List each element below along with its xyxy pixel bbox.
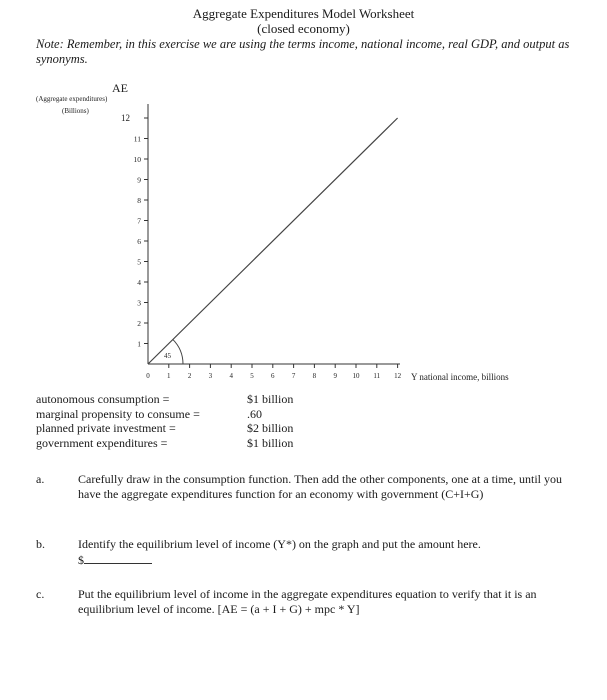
x-tick-label: 3	[208, 372, 213, 380]
y-tick-label: 9	[137, 175, 141, 185]
x-tick-label: 5	[250, 372, 254, 380]
answer-prefix: $	[78, 552, 84, 567]
parameter-label: government expenditures =	[36, 435, 168, 450]
question-text: Identify the equilibrium level of income (Y*) on the graph and put the amount here.	[78, 537, 481, 551]
y-tick-label: 5	[137, 257, 141, 267]
x-tick-label: 1	[167, 372, 171, 380]
y-tick-label: 2	[137, 319, 141, 328]
parameter-value: $1 billion	[247, 435, 294, 450]
y-axis-title: AE	[112, 81, 128, 95]
y-tick-label: 1	[137, 339, 141, 349]
question-letter: b.	[36, 537, 45, 551]
y-tick-label: 6	[137, 237, 141, 246]
x-axis-label: Y national income, billions	[411, 372, 509, 382]
parameter-value: .60	[247, 406, 262, 421]
y-tick-label: 11	[133, 134, 141, 144]
y-tick-label: 3	[137, 298, 141, 308]
y-tick-label: 4	[137, 278, 141, 287]
parameter-value: $1 billion	[247, 392, 294, 406]
y-tick-label: 12	[121, 113, 130, 123]
parameter-label: autonomous consumption =	[36, 392, 170, 406]
forty-five-degree-line	[148, 118, 398, 364]
y-tick-label: 7	[137, 216, 141, 226]
angle-label: 45	[164, 352, 171, 360]
x-tick-label: 0	[146, 372, 150, 380]
y-axis-subtitle: (Aggregate expenditures)	[36, 95, 108, 103]
x-tick-label: 8	[312, 372, 317, 380]
question-text: Carefully draw in the consumption function. Then add the other components, one at a time, until you have the aggregate expenditures function for an economy with government (C+I+G)	[78, 472, 563, 501]
question-letter: c.	[36, 587, 45, 601]
question-text: Put the equilibrium level of income in the aggregate expenditures equation to verify that it is an equilibrium level of income. [AE = (a + I + G) + mpc * Y]	[78, 587, 537, 616]
worksheet-note: Note: Remember, in this exercise we are using the terms income, national income, real GDP, and output as synonyms.	[36, 37, 570, 66]
y-axis-ticks	[121, 113, 148, 349]
parameter-label: marginal propensity to consume =	[36, 406, 200, 421]
parameter-label: planned private investment =	[36, 421, 176, 435]
angle-arc	[173, 339, 183, 364]
x-tick-label: 9	[333, 372, 337, 380]
graph-axes	[148, 104, 400, 364]
question-letter: a.	[36, 472, 45, 486]
x-tick-label: 2	[187, 372, 192, 380]
y-tick-label: 10	[133, 155, 141, 164]
x-tick-label: 4	[229, 372, 233, 380]
x-tick-label: 10	[352, 372, 360, 380]
y-axis-units: (Billions)	[62, 107, 89, 115]
y-tick-label: 8	[137, 196, 141, 205]
x-axis-ticks	[146, 364, 401, 380]
x-tick-label: 11	[373, 372, 381, 380]
x-tick-label: 7	[291, 372, 296, 380]
worksheet-title: Aggregate Expenditures Model Worksheet	[192, 6, 415, 21]
x-tick-label: 6	[271, 372, 275, 380]
answer-blank[interactable]	[84, 552, 152, 564]
x-tick-label: 12	[394, 372, 402, 380]
parameter-value: $2 billion	[247, 421, 294, 435]
answer-line[interactable]	[78, 552, 578, 568]
worksheet-subtitle: (closed economy)	[257, 21, 350, 36]
